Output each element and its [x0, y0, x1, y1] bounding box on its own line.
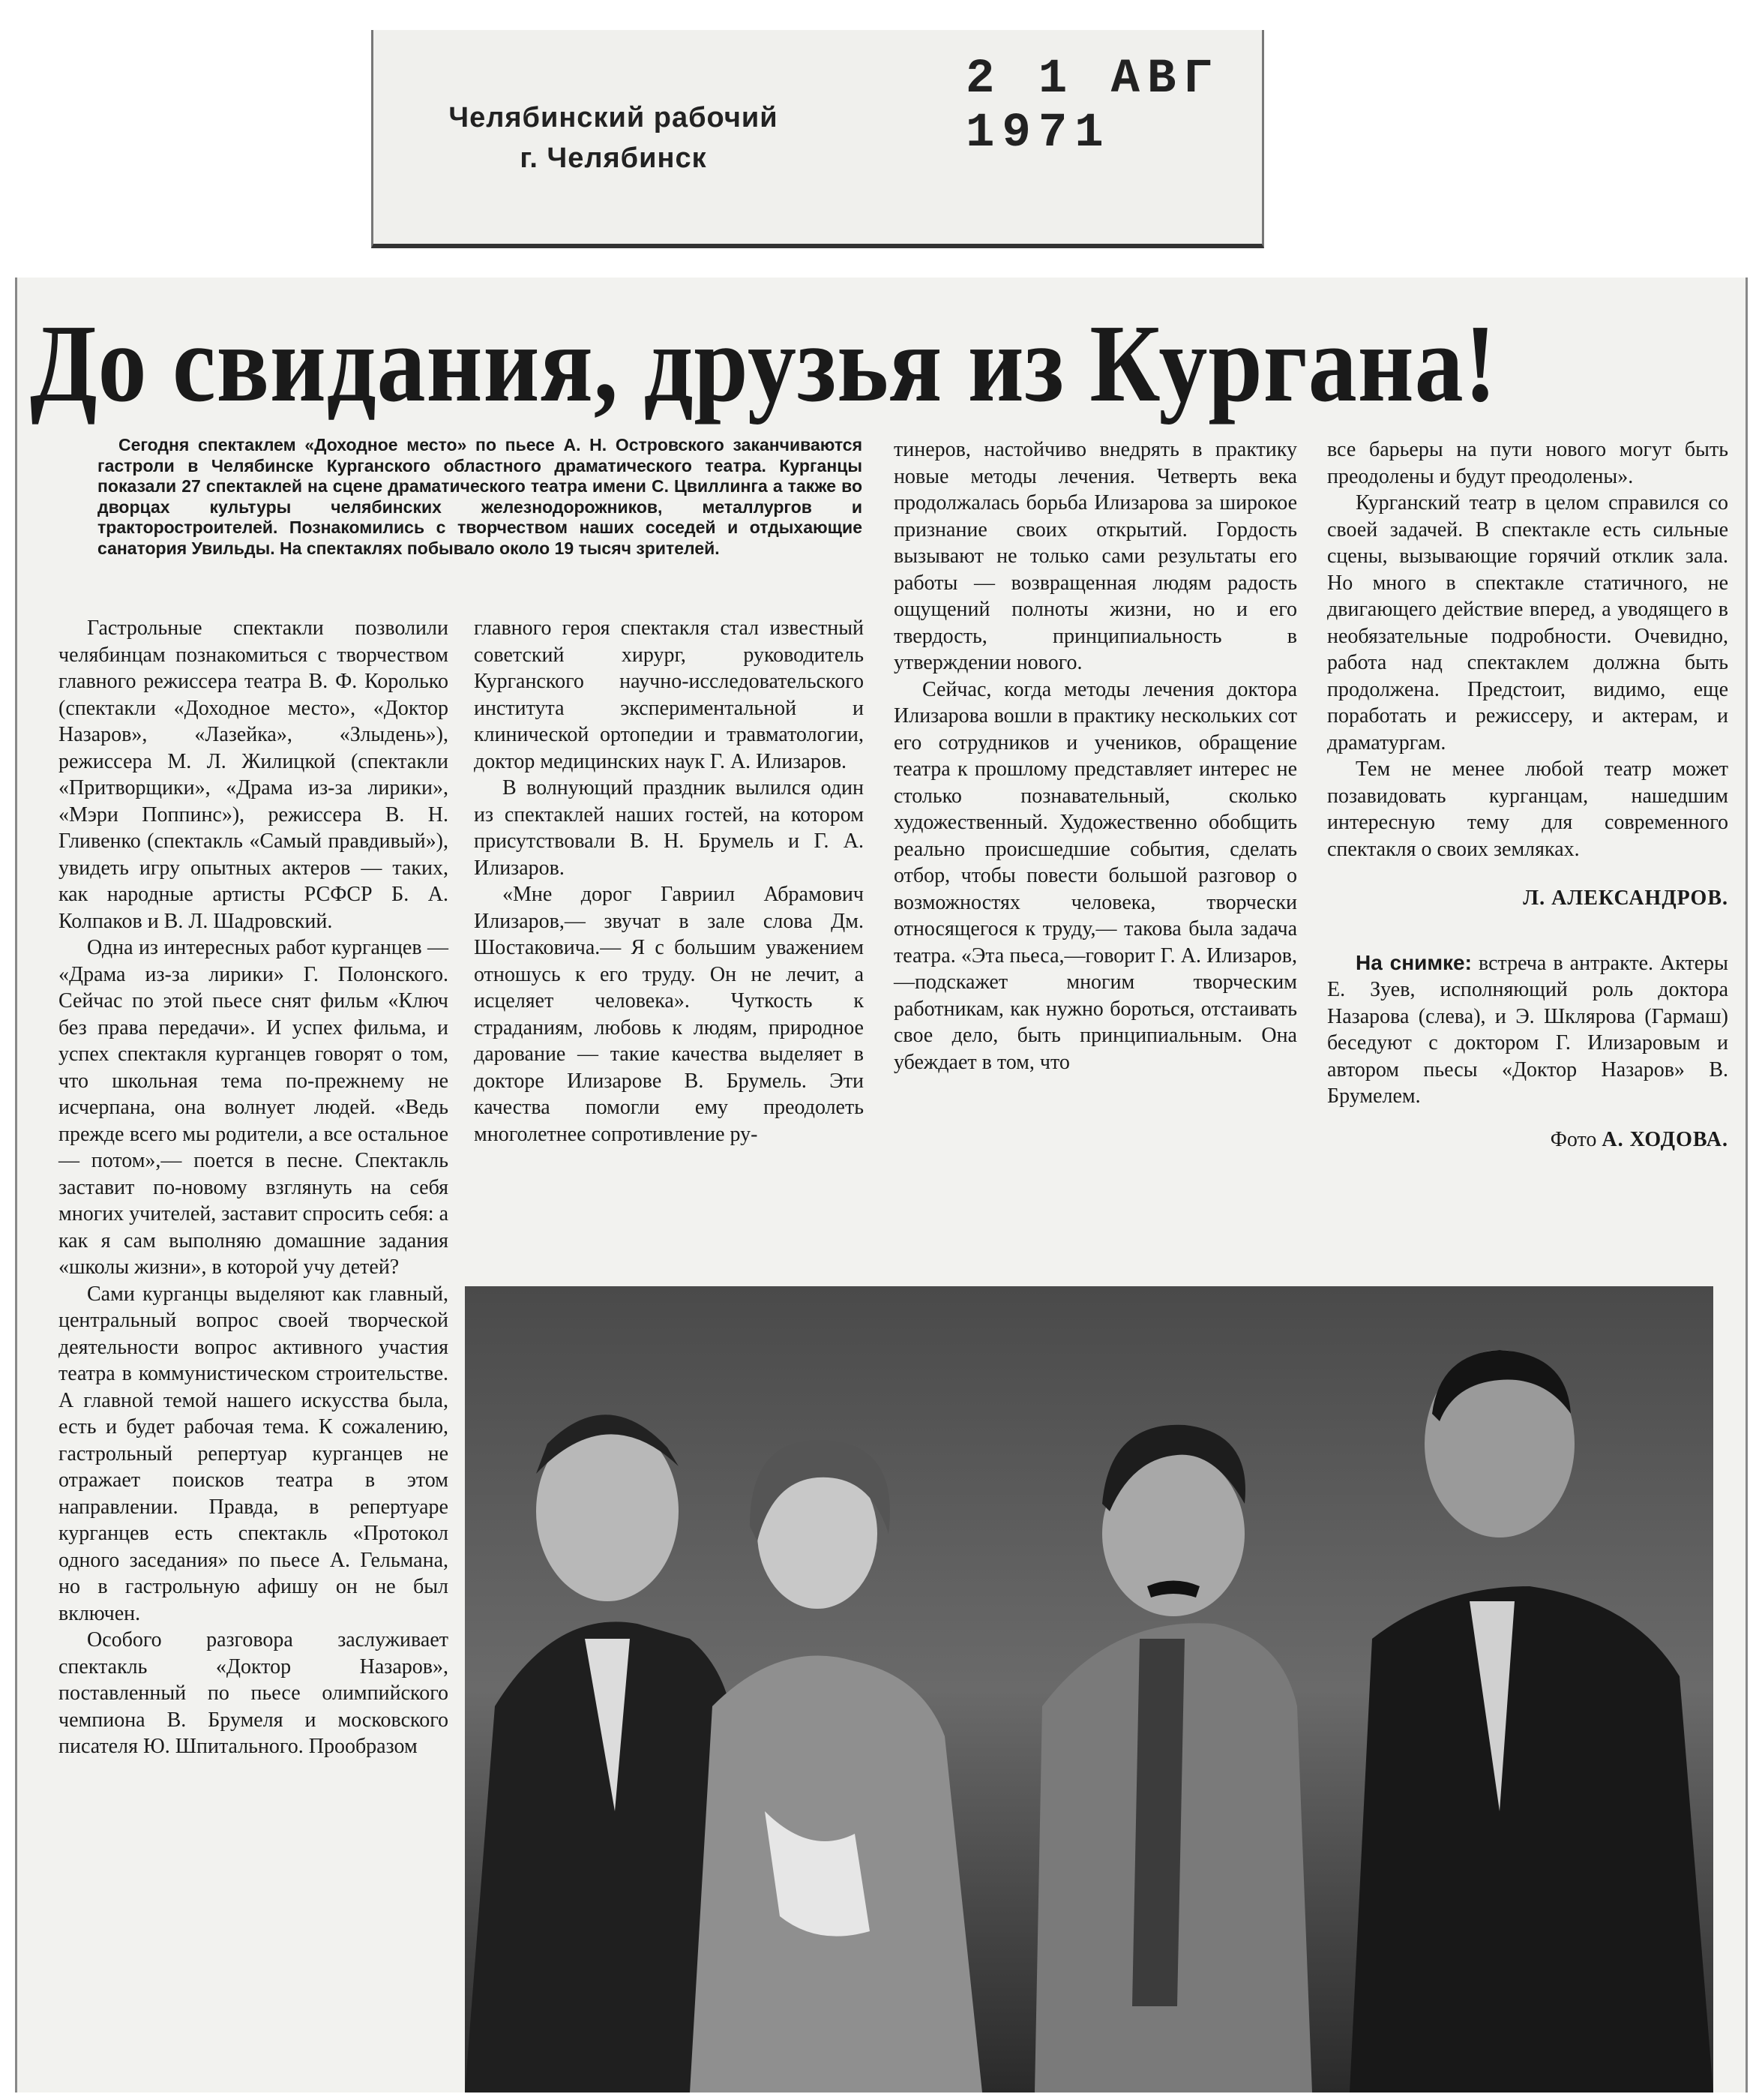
photo-credit-prefix: Фото: [1550, 1127, 1597, 1151]
caption-lead: На снимке:: [1356, 950, 1472, 974]
paragraph: все барьеры на пути нового могут быть преодолены и будут преодолены».: [1327, 438, 1728, 488]
paragraph: Сами курганцы выделяют как главный, центральный вопрос своей творческой деятельности вопрос активного участия театра в коммунистическом строительстве. А главной темой нашего искусства была, есть и будет рабочая тема. К сожалению, гастрольный репертуар курганцев не отражает поисков театра в этом направлении. Правда, в репертуаре курганцев есть спектакль «Протокол одного заседания» по пьесе А. Гельмана, но в гастрольную афишу он не был включен.: [58, 1282, 448, 1625]
article-photo: [465, 1286, 1713, 2092]
article-column-1: [58, 615, 448, 1760]
caption-text: встреча в антракте. Актеры Е. Зуев, исполняющий роль доктора Назарова (слева), и Э. Шклярова (Гармаш) беседуют с доктором Г. Илизаровым и автором пьесы «Доктор Назаров» В. Брумелем.: [1327, 951, 1728, 1108]
paragraph: Сейчас, когда методы лечения доктора Илизарова вошли в практику нескольких сот его сотрудников и учеников, обращение театра к прошлому представляет интерес не столько познавательный, сколько художественный. Художественно обобщить реально происшедшие события, сделать отбор, чтобы повести большой разговор о возможностях человека, творчески относящегося к труду,— такова была задача театра. «Эта пьеса,—говорит Г. А. Илизаров,—подскажет многим творческим работникам, как нужно бороться, отстаивать свое дело, быть принципиальным. Она убеждает в том, что: [894, 677, 1297, 1074]
article-column-2: [474, 615, 864, 1148]
newspaper-source: [403, 98, 823, 178]
newspaper-source-stamp: [371, 30, 1264, 248]
paragraph: Тем не менее любой театр может позавидовать курганцам, нашедшим интересную тему для современного спектакля о своих земляках.: [1327, 758, 1728, 861]
paragraph: главного героя спектакля стал известный советский хирург, руководитель Курганского научно-исследовательского института экспериментальной и клинической ортопедии и травматологии, доктор медицинских наук Г. А. Илизаров.: [474, 616, 864, 773]
paragraph: В волнующий праздник вылился один из спектаклей наших гостей, на котором присутствовали В. Н. Брумель и Г. А. Илизаров.: [474, 776, 864, 880]
article-headline: До свидания, друзья из Кургана!: [30, 302, 1497, 425]
paragraph: «Мне дорог Гавриил Абрамович Илизаров,— звучат в зале слова Дм. Шостаковича.— Я с большим уважением отношусь к его труду. Он не лечит, а исцеляет человека». Чуткость к страданиям, любовь к людям, природное дарование — такие качества выделяет в докторе Илизарове В. Брумель. Эти качества помогли ему преодолеть многолетнее сопротивление ру-: [474, 883, 864, 1146]
publication-date: 2 1 АВГ 1971: [966, 52, 1220, 160]
paragraph: Одна из интересных работ курганцев — «Драма из-за лирики» Г. Полонского. Сейчас по этой пьесе снят фильм «Ключ без права передачи». И успех фильма, и успех спектакля курганцев говорят о том, что школьная тема по-прежнему не исчерпана, она волнует людей. «Ведь прежде всего мы родители, а все остальное — потом»,— поется в песне. Спектакль заставит по-новому взглянуть на себя многих учителей, заставит спросить себя: а как я сам выполняю домашние задания «школы жизни», в которой учу детей?: [58, 936, 449, 1279]
article-column-3: [894, 436, 1297, 1076]
photographer-name: А. ХОДОВА.: [1602, 1127, 1728, 1151]
photo-credit: [1327, 1126, 1728, 1154]
paragraph: Гастрольные спектакли позволили челябинцам познакомиться с творчеством главного режиссера театра В. Ф. Королько (спектакли «Доходное место», «Доктор Назаров», «Лазейка», «Злыдень»), режиссера М. Л. Жилицкой (спектакли «Притворщики», «Драма из-за лирики», «Мэри Поппинс»), режиссера В. Н. Гливенко (спектакль «Самый правдивый»), увидеть игру опытных актеров — таких, как народные артисты РСФСР Б. А. Колпаков и В. Л. Шадровский.: [58, 616, 448, 933]
paragraph: Особого разговора заслуживает спектакль «Доктор Назаров», поставленный по пьесе олимпийского чемпиона В. Брумеля и московского писателя Ю. Шпитального. Прообразом: [58, 1628, 448, 1758]
paragraph: тинеров, настойчиво внедрять в практику новые методы лечения. Четверть века продолжалась борьба Илизарова за широкое признание своих открытий. Гордость вызывают не только сами результаты его работы — возвращенная людям радость ощущений полноты жизни, но и его твердость, принципиальность в утверждении нового.: [894, 438, 1297, 674]
photo-image: [465, 1286, 1713, 2092]
article-author: Л. АЛЕКСАНДРОВ.: [1523, 886, 1728, 910]
article-lead: Сегодня спектаклем «Доходное место» по пьесе А. Н. Островского заканчиваются гастроли в Челябинске Курганского областного драматического театра. Курганцы показали 27 спектаклей на сцене драматического театра имени С. Цвиллинга а также во дворцах культуры челябинских железнодорожников, металлургов и тракторостроителей. Познакомились с творчеством наших соседей и отдыхающие санатория Увильды. На спектаклях побывало около 19 тысяч зрителей.: [97, 435, 862, 558]
newspaper-name: Челябинский рабочий: [448, 102, 778, 134]
paragraph: Курганский театр в целом справился со своей задачей. В спектакле есть сильные сцены, вызывающие горячий отклик зала. Но много в спектакле статичного, не двигающего действие вперед, а уводящего в необязательные подробности. Очевидно, работа над спектаклем должна быть продолжена. Предстоит, видимо, еще поработать и режиссеру, и актерам, и драматургам.: [1327, 491, 1728, 754]
newspaper-city: г. Челябинск: [520, 142, 707, 174]
article-column-4: [1327, 436, 1728, 1153]
photo-caption: [1327, 950, 1728, 1110]
